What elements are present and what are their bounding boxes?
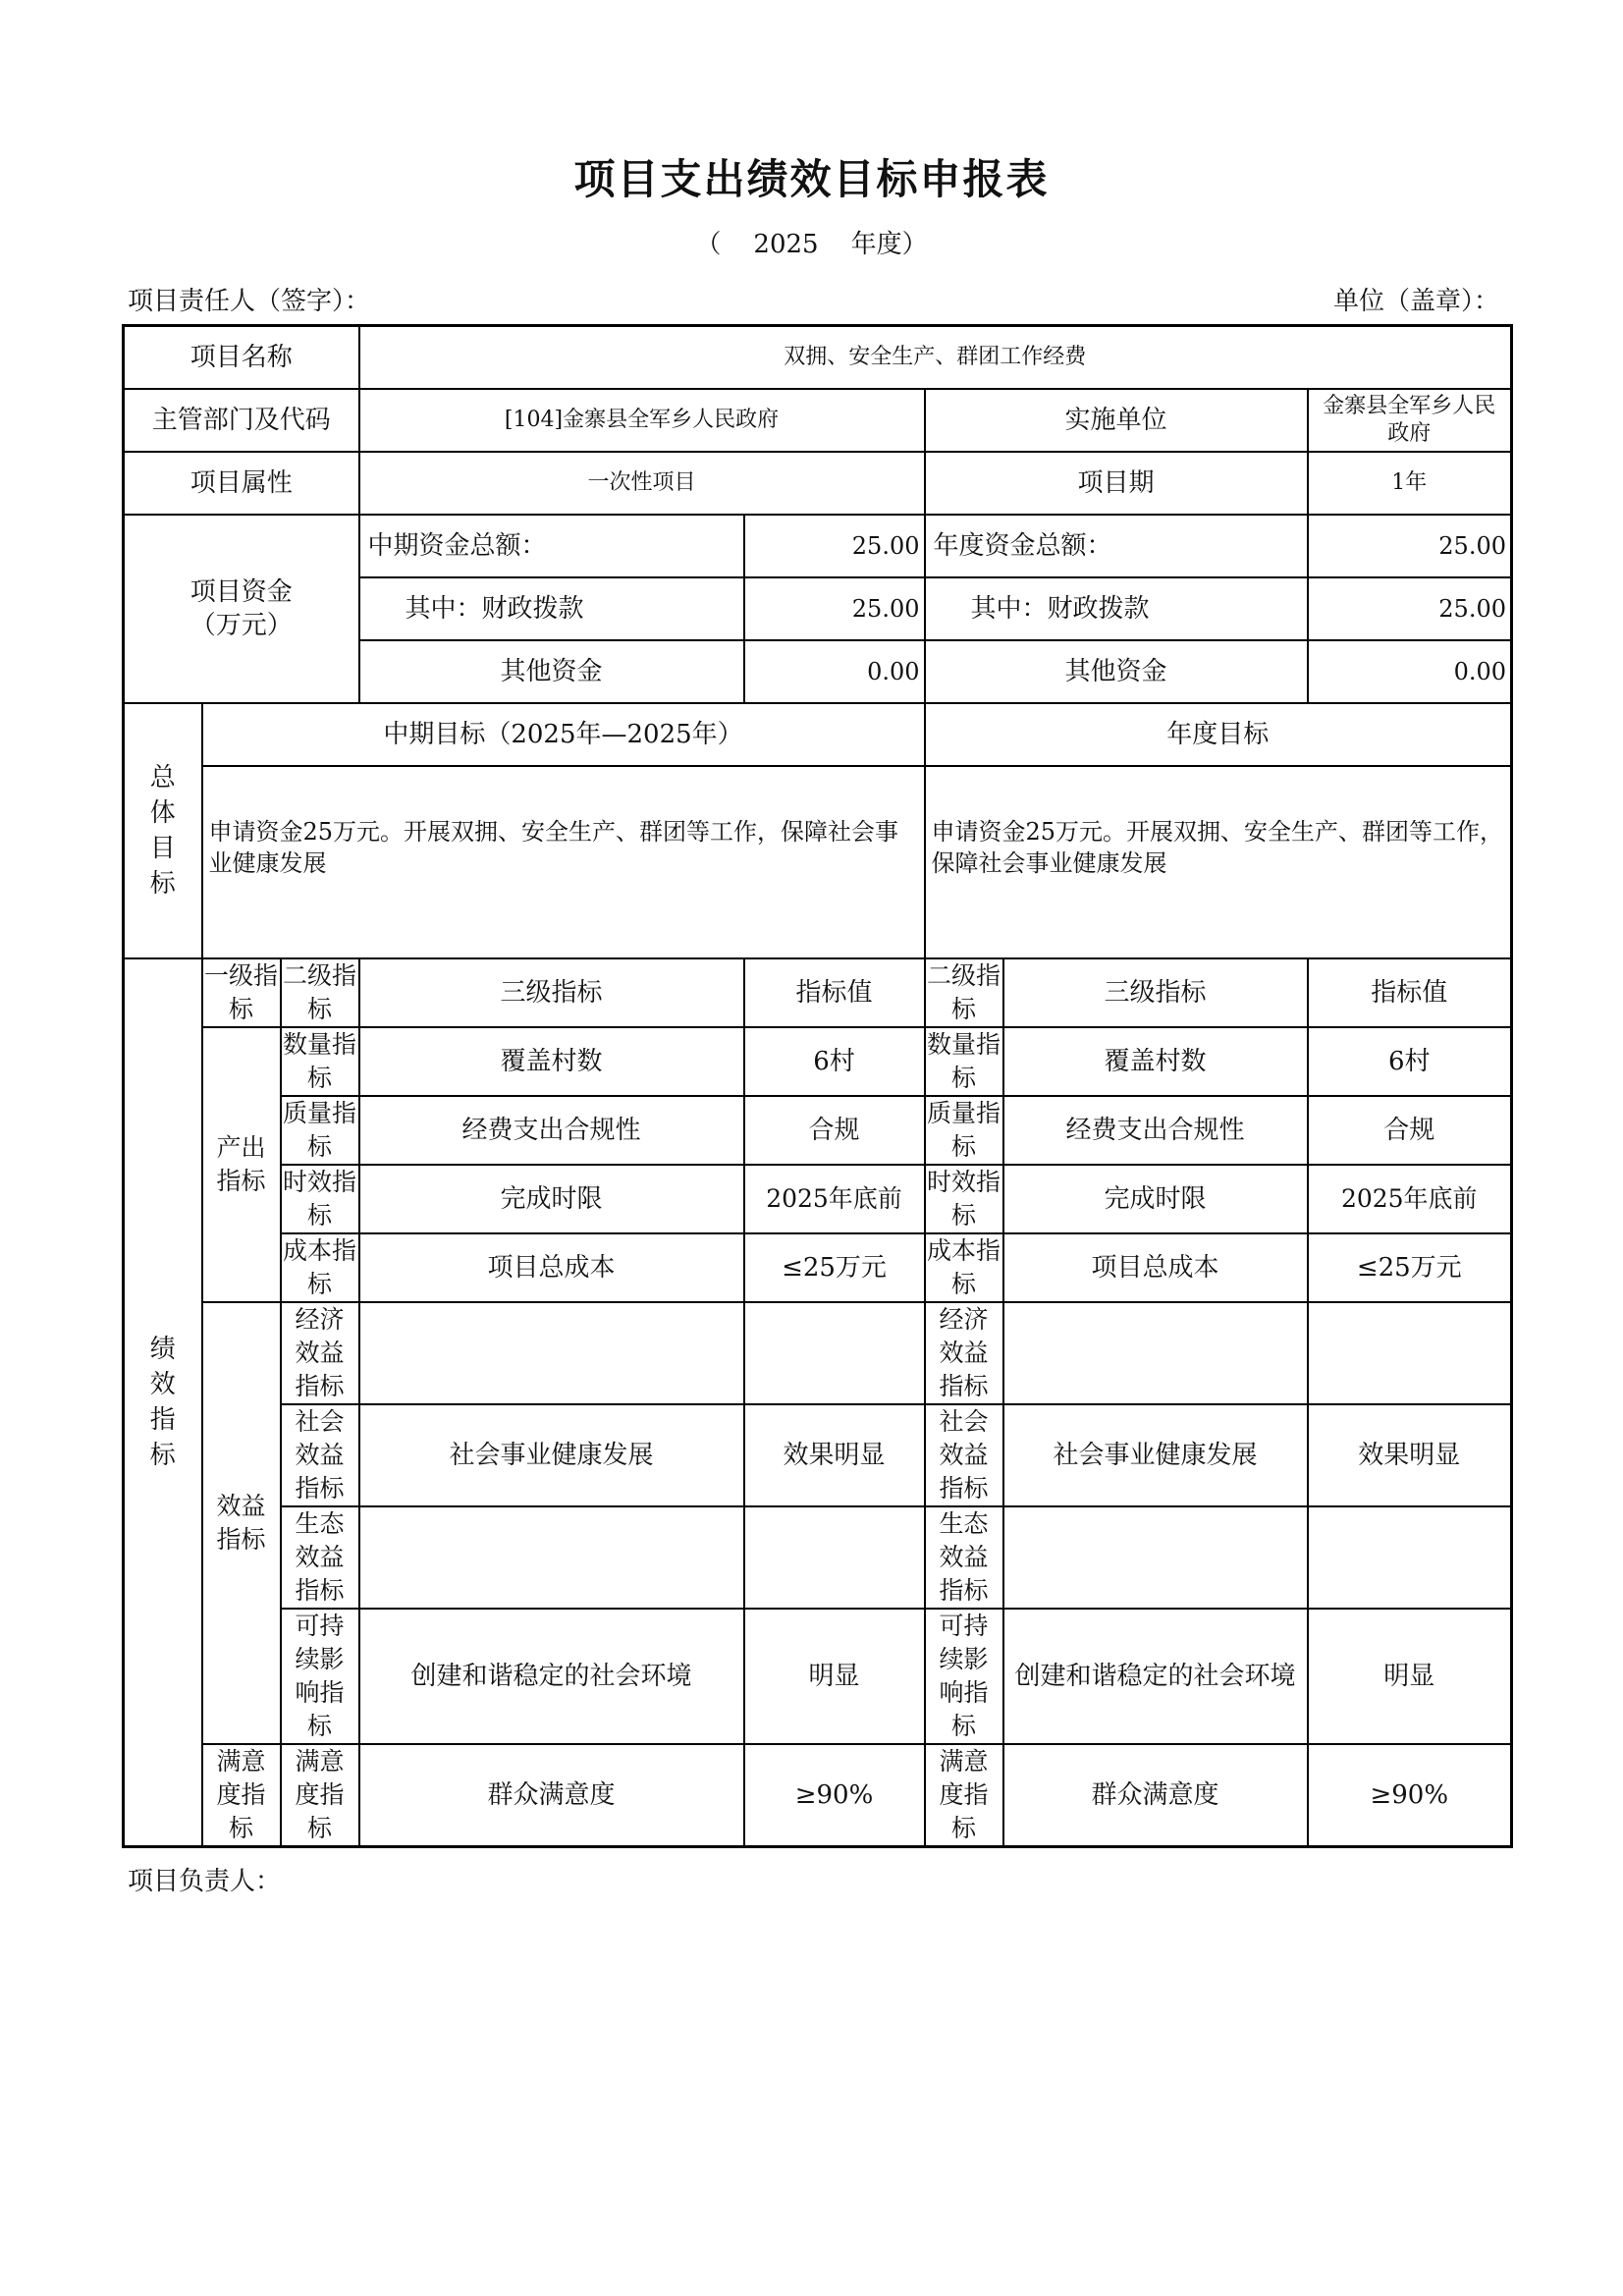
table-row xyxy=(124,1165,1512,1233)
mid-goal-header: 中期目标（2025年—2025年） xyxy=(202,703,925,766)
value-cell-b: 2025年底前 xyxy=(1308,1165,1512,1233)
level3-cell-b: 覆盖村数 xyxy=(1003,1027,1308,1096)
table-row xyxy=(124,1744,1512,1847)
level3-cell: 项目总成本 xyxy=(359,1233,744,1302)
col-value: 指标值 xyxy=(744,958,925,1027)
year-other-value: 0.00 xyxy=(1308,640,1512,703)
level2-cell-b: 时效指标 xyxy=(925,1165,1003,1233)
level3-cell-b: 完成时限 xyxy=(1003,1165,1308,1233)
attr-value: 一次性项目 xyxy=(359,452,925,515)
value-cell-b: ≥90% xyxy=(1308,1744,1512,1847)
level3-cell: 覆盖村数 xyxy=(359,1027,744,1096)
level2-cell-b: 社会效益指标 xyxy=(925,1404,1003,1506)
level3-cell xyxy=(359,1506,744,1609)
value-cell: ≥90% xyxy=(744,1744,925,1847)
col-level3-b: 三级指标 xyxy=(1003,958,1308,1027)
output-indicator-label: 产出指标 xyxy=(202,1027,281,1302)
value-cell-b: 效果明显 xyxy=(1308,1404,1512,1506)
mid-goal-text: 申请资金25万元。开展双拥、安全生产、群团等工作，保障社会事业健康发展 xyxy=(202,766,925,958)
row-project-name xyxy=(124,326,1512,389)
project-name-label: 项目名称 xyxy=(124,326,359,389)
level2-cell: 可持续影响指标 xyxy=(281,1609,359,1744)
level3-cell-b xyxy=(1003,1506,1308,1609)
mid-fiscal-value: 25.00 xyxy=(744,577,925,640)
table-row xyxy=(124,1096,1512,1165)
overall-goal-label-text: 总体目标 xyxy=(149,762,176,899)
col-level2: 二级指标 xyxy=(281,958,359,1027)
level3-cell-b: 经费支出合规性 xyxy=(1003,1096,1308,1165)
level2-cell-b: 满意度指标 xyxy=(925,1744,1003,1847)
col-value-b: 指标值 xyxy=(1308,958,1512,1027)
row-funds-total xyxy=(124,515,1512,577)
value-cell xyxy=(744,1506,925,1609)
page-title: 项目支出绩效目标申报表 xyxy=(573,155,1050,203)
satisfaction-indicator-label: 满意度指标 xyxy=(202,1744,281,1847)
mid-other-label: 其他资金 xyxy=(359,640,744,703)
level3-cell-b: 创建和谐稳定的社会环境 xyxy=(1003,1609,1308,1744)
perf-indicator-label xyxy=(124,958,202,1847)
level3-cell: 完成时限 xyxy=(359,1165,744,1233)
level3-cell: 经费支出合规性 xyxy=(359,1096,744,1165)
funds-label-line1: 项目资金 xyxy=(189,576,293,607)
level2-cell: 满意度指标 xyxy=(281,1744,359,1847)
value-cell-b xyxy=(1308,1302,1512,1404)
impl-unit-label: 实施单位 xyxy=(925,389,1308,452)
year-open: （ xyxy=(695,230,722,259)
year-goal-text: 申请资金25万元。开展双拥、安全生产、群团等工作，保障社会事业健康发展 xyxy=(925,766,1512,958)
table-row xyxy=(124,1609,1512,1744)
level2-cell: 时效指标 xyxy=(281,1165,359,1233)
performance-form-table xyxy=(122,324,1513,1848)
level3-cell-b: 社会事业健康发展 xyxy=(1003,1404,1308,1506)
level2-cell: 生态效益指标 xyxy=(281,1506,359,1609)
level2-cell: 质量指标 xyxy=(281,1096,359,1165)
level2-cell-b: 质量指标 xyxy=(925,1096,1003,1165)
impl-unit-value: 金寨县全军乡人民政府 xyxy=(1308,389,1512,452)
col-level1: 一级指标 xyxy=(202,958,281,1027)
project-name: 双拥、安全生产、群团工作经费 xyxy=(359,326,1512,389)
year-goal-header: 年度目标 xyxy=(925,703,1512,766)
responsible-label: 项目责任人（签字）： xyxy=(128,287,371,316)
funds-label xyxy=(124,515,359,703)
col-level3: 三级指标 xyxy=(359,958,744,1027)
level2-cell: 成本指标 xyxy=(281,1233,359,1302)
dept-label: 主管部门及代码 xyxy=(124,389,359,452)
year-fiscal-value: 25.00 xyxy=(1308,577,1512,640)
value-cell-b: 6村 xyxy=(1308,1027,1512,1096)
benefit-indicator-label: 效益指标 xyxy=(202,1302,281,1744)
mid-fiscal-label: 其中：财政拨款 xyxy=(359,577,744,640)
level2-cell-b: 经济效益指标 xyxy=(925,1302,1003,1404)
row-indicator-header xyxy=(124,958,1512,1027)
value-cell: 合规 xyxy=(744,1096,925,1165)
mid-total-value: 25.00 xyxy=(744,515,925,577)
perf-indicator-label-text: 绩效指标 xyxy=(149,1334,176,1470)
value-cell: 明显 xyxy=(744,1609,925,1744)
value-cell-b xyxy=(1308,1506,1512,1609)
dept-value: [104]金寨县全军乡人民政府 xyxy=(359,389,925,452)
table-row xyxy=(124,1027,1512,1096)
value-cell xyxy=(744,1302,925,1404)
value-cell-b: 合规 xyxy=(1308,1096,1512,1165)
table-row xyxy=(124,1302,1512,1404)
overall-goal-label xyxy=(124,703,202,958)
period-value: 1年 xyxy=(1308,452,1512,515)
value-cell: 2025年底前 xyxy=(744,1165,925,1233)
attr-label: 项目属性 xyxy=(124,452,359,515)
level2-cell-b: 可持续影响指标 xyxy=(925,1609,1003,1744)
table-row xyxy=(124,1233,1512,1302)
table-row xyxy=(124,1506,1512,1609)
year-line xyxy=(0,224,1623,260)
col-level2-b: 二级指标 xyxy=(925,958,1003,1027)
level2-cell: 社会效益指标 xyxy=(281,1404,359,1506)
year-total-label: 年度资金总额： xyxy=(925,515,1308,577)
level2-cell: 数量指标 xyxy=(281,1027,359,1096)
value-cell: ≤25万元 xyxy=(744,1233,925,1302)
row-goals-header xyxy=(124,703,1512,766)
level2-cell-b: 成本指标 xyxy=(925,1233,1003,1302)
level2-cell-b: 生态效益指标 xyxy=(925,1506,1003,1609)
year-other-label: 其他资金 xyxy=(925,640,1308,703)
year-total-value: 25.00 xyxy=(1308,515,1512,577)
year-fiscal-label: 其中：财政拨款 xyxy=(925,577,1308,640)
row-attribute xyxy=(124,452,1512,515)
row-department xyxy=(124,389,1512,452)
year-close: 年度） xyxy=(850,230,928,259)
value-cell: 6村 xyxy=(744,1027,925,1096)
value-cell-b: ≤25万元 xyxy=(1308,1233,1512,1302)
value-cell: 效果明显 xyxy=(744,1404,925,1506)
mid-other-value: 0.00 xyxy=(744,640,925,703)
row-goals-text xyxy=(124,766,1512,958)
value-cell-b: 明显 xyxy=(1308,1609,1512,1744)
level3-cell: 社会事业健康发展 xyxy=(359,1404,744,1506)
period-label: 项目期 xyxy=(925,452,1308,515)
level3-cell xyxy=(359,1302,744,1404)
level3-cell-b xyxy=(1003,1302,1308,1404)
funds-label-line2: （万元） xyxy=(189,610,293,640)
level3-cell: 创建和谐稳定的社会环境 xyxy=(359,1609,744,1744)
level3-cell: 群众满意度 xyxy=(359,1744,744,1847)
year-value: 2025 xyxy=(753,230,819,259)
level2-cell-b: 数量指标 xyxy=(925,1027,1003,1096)
mid-total-label: 中期资金总额： xyxy=(359,515,744,577)
table-row xyxy=(124,1404,1512,1506)
level2-cell: 经济效益指标 xyxy=(281,1302,359,1404)
level3-cell-b: 项目总成本 xyxy=(1003,1233,1308,1302)
project-leader-label: 项目负责人： xyxy=(128,1867,282,1896)
level3-cell-b: 群众满意度 xyxy=(1003,1744,1308,1847)
unit-stamp-label: 单位（盖章）： xyxy=(1332,287,1499,316)
